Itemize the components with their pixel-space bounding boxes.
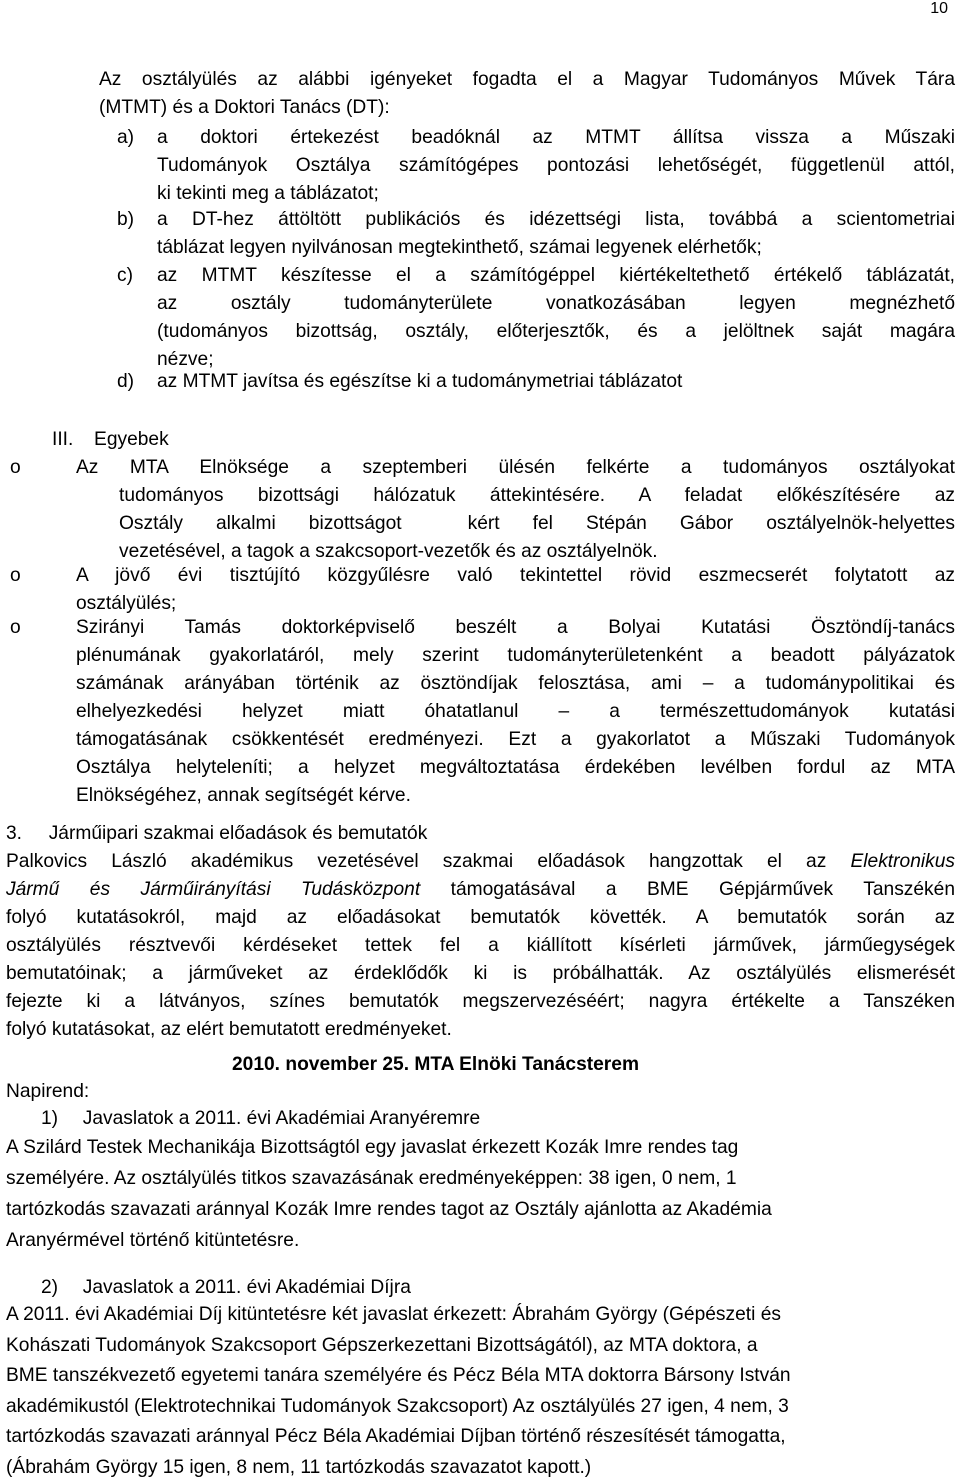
text-line: táblázat legyen nyilvánosan megtekinthető, számai legyenek elérhetők; [157, 237, 762, 258]
text-line [6, 848, 955, 876]
section-iii-heading [52, 426, 169, 454]
text-line: Elnökségéhez, annak segítségét kérve. [76, 785, 411, 806]
text-line: Tudományok Osztálya számítógépes pontozási lehetőségét, függetlenül attól, [157, 155, 955, 176]
text-line: (MTMT) és a Doktori Tanács (DT): [99, 97, 390, 118]
list-item-b [117, 206, 955, 262]
item-number: 2) [41, 1277, 59, 1298]
text-line: Osztály alkalmi bizottságot kért fel Stépán Gábor osztályelnök-helyettes [119, 513, 955, 534]
bullet-icon: o [10, 617, 21, 638]
text-line: A 2011. évi Akadémiai Díj kitüntetésre két javaslat érkezett: Ábrahám György (Gépészeti és [6, 1304, 781, 1325]
text-line: Aranyérmével történő kitüntetésre. [6, 1230, 300, 1251]
item-label: b) [117, 209, 135, 230]
text-line: az MTMT javítsa és egészítse ki a tudománymetriai táblázatot [157, 371, 683, 392]
text-line: számának arányában történik az ösztöndíjak felosztása, ami – a tudománypolitikai és [76, 673, 955, 694]
text-line: (tudományos bizottság, osztály, előterjesztők, és a jelöltnek saját magára [157, 321, 955, 342]
section-title: Egyebek [94, 429, 169, 450]
text-line: osztályülés; [76, 593, 177, 614]
list-item-c [117, 262, 955, 374]
item-number: 1) [41, 1108, 59, 1129]
bullet-icon: o [10, 457, 21, 478]
section-3-paragraph [6, 848, 955, 1044]
bullet-item [76, 562, 955, 618]
text-line: tudományos bizottsági hálózatuk áttekintésére. A feladat előkészítésére az [119, 485, 955, 506]
text-line: Szirányi Tamás doktorképviselő beszélt a Bolyai Kutatási Ösztöndíj-tanács [76, 617, 955, 638]
text-line: személyére. Az osztályülés titkos szavazásának eredményeképpen: 38 igen, 0 nem, 1 [6, 1168, 737, 1189]
text-line: Osztálya helyteleníti; a helyzet megváltoztatása érdekében levélben fordul az MTA [76, 757, 955, 778]
text-line: akadémikustól (Elektrotechnikai Tudományok Szakcsoport) Az osztályülés 27 igen, 4 nem, 3 [6, 1395, 789, 1417]
text-line: az osztály tudományterülete vonatkozásában legyen megnézhető [157, 293, 955, 314]
agenda-item-2 [41, 1274, 411, 1302]
item-title: Javaslatok a 2011. évi Akadémiai Aranyéremre [82, 1108, 481, 1129]
bullet-item [76, 454, 955, 566]
section-title: Járműipari szakmai előadások és bemutatók [48, 823, 428, 844]
list-item-a [117, 124, 955, 208]
section-label: III. [52, 429, 74, 450]
text-line: A jövő évi tisztújító közgyűlésre való tekintettel rövid eszmecserét folytatott az [76, 565, 955, 586]
text-line: tartózkodás szavazati aránnyal Kozák Imre rendes tagot az Osztály ajánlotta az Akadémia [6, 1199, 772, 1220]
text-line: Kohászati Tudományok Szakcsoport Gépszerkezettani Bizottságától), az MTA doktora, a [6, 1334, 758, 1356]
text-line: (Ábrahám György 15 igen, 8 nem, 11 tartózkodás szavazatot kapott.) [6, 1456, 592, 1478]
text-line: támogatásának csökkentését eredményezi. Ezt a gyakorlatot a Műszaki Tudományok [76, 729, 955, 750]
agenda-item-2-text [6, 1300, 955, 1483]
emphasis-text: Elektronikus [850, 851, 955, 872]
text-run: támogatásával a BME Gépjárművek Tanszékén [420, 879, 955, 900]
text-line: nézve; [157, 349, 214, 370]
text-line: bemutatóinak; a járműveket az érdeklődők ki is próbálhatták. Az osztályülés elismerését [6, 963, 955, 984]
text-line: tartózkodás szavazati aránnyal Pécz Béla Akadémiai Díjban történő részesítését támogatta, [6, 1426, 786, 1447]
agenda-label: Napirend: [6, 1081, 90, 1102]
text-line: ki tekinti meg a táblázatot; [157, 183, 379, 204]
text-line: folyó kutatásokat, az elért bemutatott eredményeket. [6, 1019, 452, 1040]
text-line: vezetésével, a tagok a szakcsoport-vezetők és az osztályelnök. [119, 541, 658, 562]
text-line: A Szilárd Testek Mechanikája Bizottságtól egy javaslat érkezett Kozák Imre rendes tag [6, 1137, 739, 1158]
section-3-heading [6, 820, 427, 848]
page-number: 10 [930, 0, 948, 17]
item-label: a) [117, 127, 135, 148]
text-line: az MTMT készítesse el a számítógéppel kiértékeltethető értékelő táblázatát, [157, 265, 955, 286]
item-label: c) [117, 265, 133, 286]
list-item-d [117, 368, 955, 396]
text-line: plénumának gyakorlatáról, mely szerint tudományterületenként a beadott pályázatok [76, 645, 955, 666]
text-line: a doktori értekezést beadóknál az MTMT állítsa vissza a Műszaki [157, 127, 955, 148]
text-line: fejezte ki a látványos, színes bemutatók megszervezéséért; nagyra értékelte a Tanszéken [6, 991, 955, 1012]
bullet-item [76, 614, 955, 810]
agenda-item-1 [41, 1105, 480, 1133]
text-line: Az MTA Elnöksége a szeptemberi ülésén felkérte a tudományos osztályokat [76, 457, 955, 478]
intro-paragraph [99, 66, 955, 122]
text-line: osztályülés résztvevői kérdéseket tettek fel a kiállított kísérleti járművek, járműegységek [6, 935, 955, 956]
text-line [6, 876, 955, 904]
text-run: Palkovics László akadémikus vezetésével szakmai előadások hangzottak el az [6, 851, 851, 872]
emphasis-text: Jármű és Járműirányítási Tudásközpont [6, 879, 421, 900]
text-line: elhelyezkedési helyzet miatt óhatatlanul – a természettudományok kutatási [76, 701, 955, 722]
text-line: Az osztályülés az alábbi igényeket fogadta el a Magyar Tudományos Művek Tára [99, 69, 955, 90]
item-label: d) [117, 371, 135, 392]
text-line: a DT-hez áttöltött publikációs és idézettségi lista, továbbá a scientometriai [157, 209, 955, 230]
meeting-heading: 2010. november 25. MTA Elnöki Tanácsterem [232, 1054, 640, 1075]
item-title: Javaslatok a 2011. évi Akadémiai Díjra [82, 1277, 411, 1298]
text-line: folyó kutatásokról, majd az előadásokat bemutatók követték. A bemutatók során az [6, 907, 955, 928]
bullet-icon: o [10, 565, 21, 586]
agenda-item-1-text [6, 1132, 955, 1256]
section-number: 3. [6, 823, 23, 844]
text-line: BME tanszékvezető egyetemi tanára személyére és Pécz Béla MTA doktorra Bársony István [6, 1365, 791, 1386]
